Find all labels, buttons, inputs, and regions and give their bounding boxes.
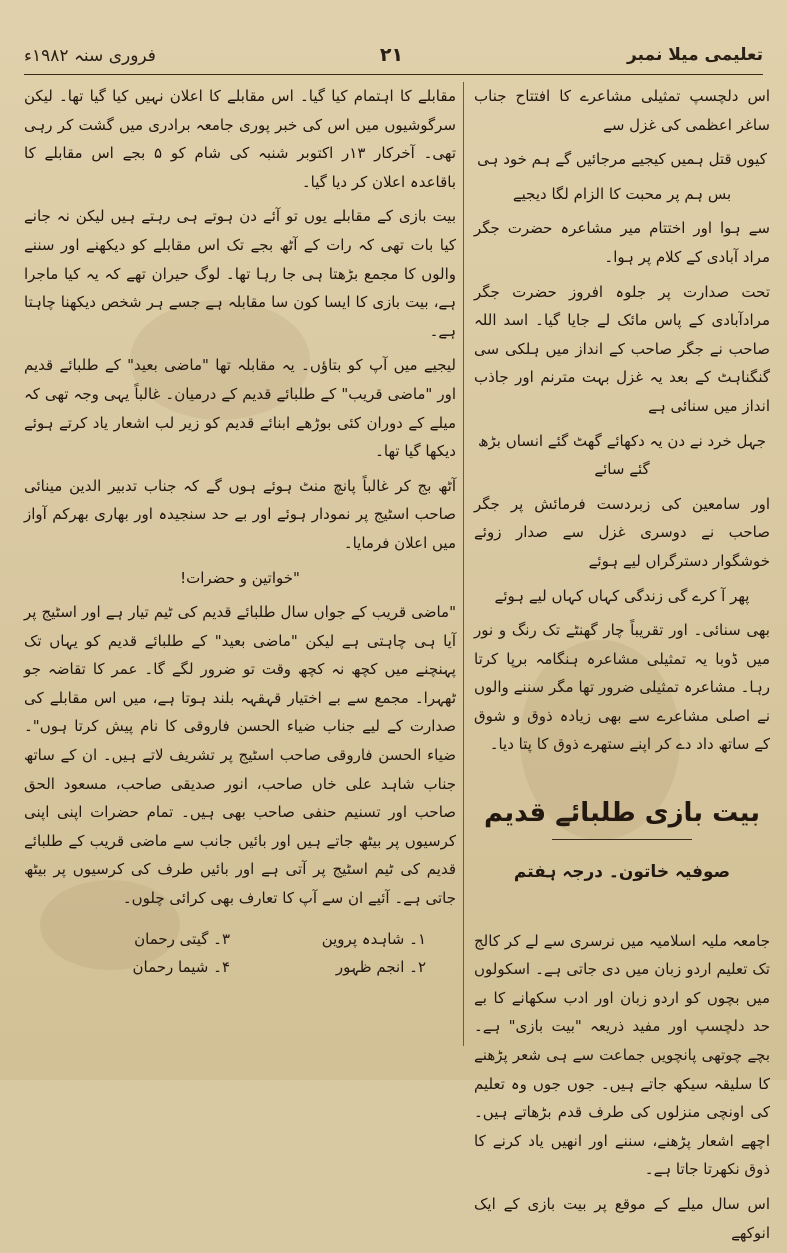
author-byline: صوفیہ خاتون۔ درجہ ہفتم [513,862,731,883]
verse-line: کیوں قتل ہمیں کیجیے مرجائیں گے ہم خود ہی [477,150,767,169]
paragraph: جامعہ ملیہ اسلامیہ میں نرسری سے لے کر کالج تک تعلیم اردو زبان میں دی جاتی ہے۔ اسکولوں میں بچوں کو اردو زبان اور ادب سکھانے کا بے حد دلچسپ اور مفید ذریعہ "بیت بازی" ہے۔ بچے چوتھی پانچویں جماعت سے ہی شعر پڑھنے کا سلیقہ سیکھ جاتے ہیں۔ جوں جوں وہ تعلیم کی اونچی منزلوں کی طرف قدم بڑھاتے ہیں۔ اچھے اشعار پڑھنے، سننے اور انھیں یاد کرنے کا ذوق نکھرتا جاتا ہے۔ [474,931,770,1179]
title-underline [552,839,692,840]
participant-name: ۲۔ انجم ظہور [335,958,426,977]
column-divider [463,82,464,1046]
issue-date: فروری سنہ ۱۹۸۲ء [24,45,156,66]
section-title: بیت بازی طلبائے قدیم [483,798,761,829]
page-header [24,38,763,72]
paragraph: "ماضی قریب کے جواں سال طلبائے قدیم کی ٹیم تیار ہے اور اسٹیج پر آیا ہی چاہتی ہے لیکن "ماضی بعید" کے طلبائے قدیم کو یہاں تک پہنچنے میں کچھ نہ کچھ وقت تو ضرور لگے گا۔ عمر کا تقاضہ جو ٹھہرا۔ مجمع سے بے اختیار قہقہہ بلند ہوتا ہے، میں اس مقابلے کی صدارت کے لیے جناب ضیاء الحسن فاروقی کا نام پیش کرتا ہوں"۔ ضیاء الحسن فاروقی صاحب اسٹیج پر تشریف لاتے ہیں۔ ان کے ساتھ جناب شاہد علی خاں صاحب، انور صدیقی صاحب، مسعود الحق صاحب اور تسنیم حنفی صاحب بھی ہیں۔ تمام حضرات اپنی اپنی کرسیوں پر بیٹھ جاتے ہیں اور بائیں جانب سے ماضی قریب کے طلبائے قدیم کی ٹیم اسٹیج پر آتی ہے اور بائیں طرف کی کرسیوں پر بیٹھ جاتی ہے۔ آئیے ان سے آپ کا تعارف بھی کرائی چلوں۔ [24,603,456,908]
paragraph: بیت بازی کے مقابلے یوں تو آئے دن ہوتے ہی رہتے ہیں لیکن نہ جانے کیا بات تھی کہ رات کے آٹھ بجے تک اس مقابلے کو دیکھنے اور سننے والوں کا مجمع بڑھتا ہی جا رہا تھا۔ لوگ حیران تھے کہ یہ کیا ماجرا ہے، بیت بازی کا ایسا کون سا مقابلہ ہے جسے ہر شخص دیکھنا چاہتا ہے۔ [24,207,456,340]
header-rule [24,74,763,75]
paragraph: اس سال میلے کے موقع پر بیت بازی کے ایک انوکھے [474,1195,770,1242]
verse-line: بس ہم پر محبت کا الزام لگا دیجیے [512,184,732,203]
participant-name: ۱۔ شاہدہ پروین [321,929,426,948]
paragraph: اور سامعین کی زبردست فرمائش پر جگر صاحب نے دوسری غزل سے صدار زوئے خوشگوار دسترگراں لیے ہوئے [474,494,770,570]
verse-line: پھر آ کرے گی زندگی کہاں کہاں لیے ہوئے [494,586,750,605]
paragraph: لیجیے میں آپ کو بتاؤں۔ یہ مقابلہ تھا "ماضی بعید" کے طلبائے قدیم اور "ماضی قریب" کے طلبائے قدیم کے درمیان۔ غالباً یہی وجہ تھی کہ میلے کے دوران کئی بوڑھے ابنائے قدیم کو زیر لب اشعار یاد کرتے ہوئے دیکھا گیا تھا۔ [24,356,456,461]
paragraph: اس دلچسپ تمثیلی مشاعرے کا افتتاح جناب ساغر اعظمی کی غزل سے [474,87,770,134]
participant-name: ۴۔ شیما رحمان [132,958,230,977]
participant-list [24,925,456,982]
verse-line: جہل خرد نے دن یہ دکھائے گھٹ گئے انساں بڑھ گئے سائے [478,431,766,479]
paragraph: مقابلے کا اہتمام کیا گیا۔ اس مقابلے کا اعلان نہیں کیا گیا تھا۔ لیکن سرگوشیوں میں اس کی خبر پوری جامعہ برادری میں گشت کر رہی تھی۔ آخرکار ۱۳ر اکتوبر شنبہ کی شام کو ۵ بجے اس مقابلے کا باقاعدہ اعلان کر دیا گیا۔ [24,87,456,191]
paragraph: آٹھ بج کر غالباً پانچ منٹ ہوئے ہوں گے کہ جناب تدبیر الدین مینائی صاحب اسٹیج پر نمودار ہوئے اور بے حد سنجیدہ اور بھاری بھرکم آواز میں اعلان فرمایا۔ [24,476,456,552]
left-column [24,82,456,982]
right-column [474,82,770,1253]
participant-name: ۳۔ گیتی رحمان [134,929,230,948]
paragraph: سے ہوا اور اختتام میر مشاعرہ حضرت جگر مراد آبادی کے کلام پر ہوا۔ [474,219,770,266]
page-number: ۲۱ [379,44,404,66]
paragraph: تحت صدارت پر جلوہ افروز حضرت جگر مرادآبادی کے پاس مائک لے جایا گیا۔ اسد اللہ صاحب نے جگر صاحب کے انداز میں ہلکی سی گنگناہٹ کے بعد یہ غزل بہت مترنم اور جاذب انداز میں سنائی ہے [474,282,770,415]
greeting: "خواتین و حضرات! [180,568,300,587]
journal-title: تعلیمی میلا نمبر [627,45,763,65]
paragraph: بھی سنائی۔ اور تقریباً چار گھنٹے تک رنگ و نور میں ڈوبا یہ تمثیلی مشاعرہ ہنگامہ برپا کرتا رہا۔ مشاعرہ تمثیلی ضرور تھا مگر سننے والوں نے اصلی مشاعرے سے بھی زیادہ ذوق و شوق کے ساتھ داد دے کر اپنے ستھرے ذوق کا پتا دیا۔ [474,621,770,754]
